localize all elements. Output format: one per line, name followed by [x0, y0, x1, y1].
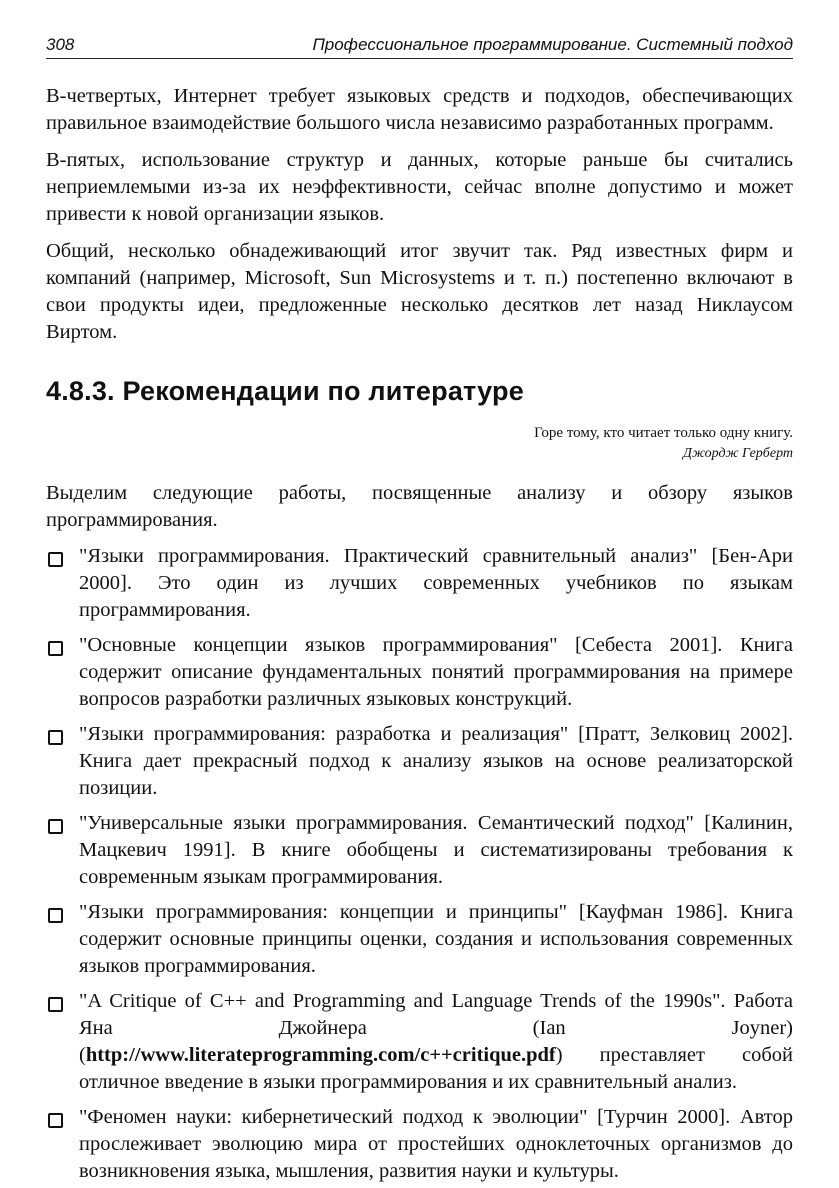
running-title: Профессиональное программирование. Системный подход [312, 35, 793, 54]
paragraph: В-четвертых, Интернет требует языковых средств и подходов, обеспечивающих правильное взаимодействие большого числа независимо разработанных программ. [46, 85, 793, 134]
reference-text: "Языки программирования. Практический сравнительный анализ" [Бен-Ари 2000]. Это один из лучших современных учебников по языкам программирования. [79, 545, 793, 621]
list-item [46, 721, 793, 802]
checkbox-bullet-icon [48, 908, 63, 923]
list-item [46, 1104, 793, 1185]
epigraph-quote: Горе тому, кто читает только одну книгу. [534, 425, 793, 441]
list-item [46, 632, 793, 713]
list-item [46, 899, 793, 980]
section-heading: 4.8.3. Рекомендации по литературе [46, 376, 524, 406]
paragraph: В-пятых, использование структур и данных, которые раньше бы считались неприемлемыми из-за их неэффективности, сейчас вполне допустимо и может привести к новой организации языков. [46, 149, 793, 225]
reference-text: "Языки программирования: разработка и реализация" [Пратт, Зелковиц 2002]. Книга дает прекрасный подход к анализу языков на основе реализаторской позиции. [79, 723, 793, 799]
book-page [46, 34, 793, 1185]
checkbox-bullet-icon [48, 641, 63, 656]
reference-text-before-url: "A Critique of C++ and Programming and Language Trends of the 1990s". Работа Яна Джойнера (Ian Joyner) ( [79, 990, 793, 1066]
reference-text-after-url: ) преставляет собой отличное введение в языки программирования и их сравнительный анализ. [79, 1044, 793, 1093]
page-number: 308 [46, 35, 75, 54]
list-item [46, 543, 793, 624]
epigraph [46, 422, 793, 464]
running-header [46, 34, 793, 59]
checkbox-bullet-icon [48, 1113, 63, 1128]
reference-text: "Языки программирования: концепции и принципы" [Кауфман 1986]. Книга содержит основные принципы оценки, создания и использования современных языков программирования. [79, 901, 793, 977]
section-intro: Выделим следующие работы, посвященные анализу и обзору языков программирования. [46, 482, 793, 531]
reference-text: "Основные концепции языков программирования" [Себеста 2001]. Книга содержит описание фундаментальных понятий программирования на примере вопросов разработки различных языковых конструкций. [79, 634, 793, 710]
checkbox-bullet-icon [48, 819, 63, 834]
reference-text: "Феномен науки: кибернетический подход к эволюции" [Турчин 2000]. Автор прослеживает эволюцию мира от простейших одноклеточных организмов до возникновения языка, мышления, развития науки и культуры. [79, 1106, 793, 1182]
checkbox-bullet-icon [48, 730, 63, 745]
list-item [46, 810, 793, 891]
checkbox-bullet-icon [48, 552, 63, 567]
list-item [46, 988, 793, 1096]
reference-url: http://www.literateprogramming.com/c++critique.pdf [85, 1044, 556, 1066]
paragraph: Общий, несколько обнадеживающий итог звучит так. Ряд известных фирм и компаний (например, Microsoft, Sun Microsystems и т. п.) постепенно включают в свои продукты идеи, предложенные несколько десятков лет назад Никлаусом Виртом. [46, 240, 793, 343]
checkbox-bullet-icon [48, 997, 63, 1012]
epigraph-author: Джордж Герберт [683, 446, 793, 461]
reference-list [46, 543, 793, 1185]
page-body [46, 83, 793, 1185]
reference-text: "Универсальные языки программирования. Семантический подход" [Калинин, Мацкевич 1991]. В книге обобщены и систематизированы требования к современным языкам программирования. [79, 812, 793, 888]
